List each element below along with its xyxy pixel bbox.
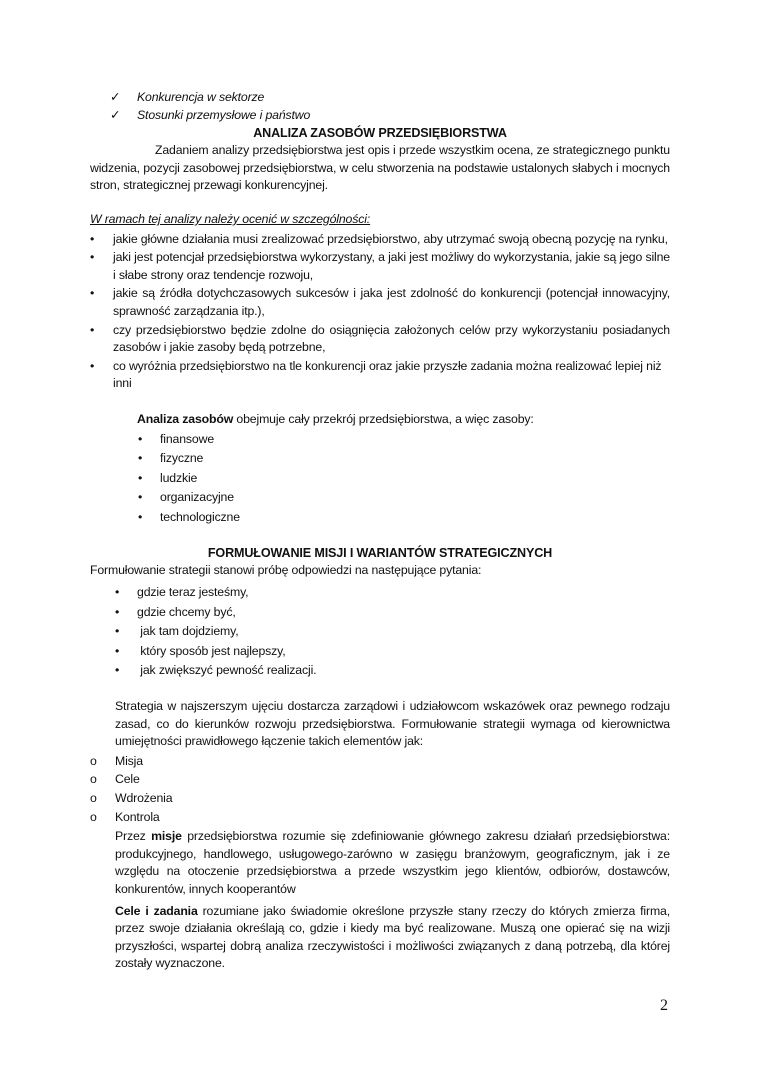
list-item <box>90 470 670 488</box>
list-item <box>90 450 670 468</box>
list-item <box>90 249 670 284</box>
bullet-icon: • <box>115 585 120 600</box>
bullet-icon: • <box>115 604 120 619</box>
bullet-icon: • <box>138 431 143 446</box>
list-item <box>90 753 670 771</box>
list-item-text: jak zwiększyć pewność realizacji. <box>137 663 317 678</box>
bullet-icon: • <box>90 231 95 246</box>
list-item <box>90 358 670 393</box>
list-item <box>90 322 670 357</box>
circle-bullet-icon: o <box>90 809 97 824</box>
text: przedsiębiorstwa rozumie się zdefiniowanie głównego zakresu działań przedsiębiorstwa: produkcyjnego, handlowego, usługowego-zarówno w zasięgu branżowym, geograficznym, jak i ze względu na otoczenie przedsiębiorstwa a przede wszystkim jego klientów, odbiorów, dostawców, konkurentów, innych kooperantów <box>115 829 671 896</box>
list-item-text: gdzie teraz jesteśmy, <box>137 585 249 600</box>
list-item-text: czy przedsiębiorstwo będzie zdolne do osiągnięcia założonych celów przy wykorzystaniu posiadanych zasobów i jakie zasoby będą potrzebne, <box>113 322 670 355</box>
circle-bullet-icon: o <box>90 753 97 768</box>
paragraph <box>90 411 670 429</box>
list-item-text: jakie są źródła dotychczasowych sukcesów i jaka jest zdolność do konkurencji (potencjał innowacyjny, sprawność zarządzania itp.), <box>113 286 670 318</box>
list-item <box>90 623 670 641</box>
paragraph <box>90 903 670 973</box>
bullet-icon: • <box>115 643 120 658</box>
circle-bullet-icon: o <box>90 791 97 805</box>
list-item <box>90 584 670 602</box>
bullet-icon: • <box>138 470 143 485</box>
check-list-item <box>90 89 670 107</box>
paragraph: Formułowanie strategii stanowi próbę odpowiedzi na następujące pytania: <box>90 563 482 578</box>
paragraph <box>90 828 670 898</box>
bullet-icon: • <box>138 451 143 466</box>
section-heading: ANALIZA ZASOBÓW PRZEDSIĘBIORSTWA <box>253 126 507 141</box>
bullet-icon: • <box>115 624 120 639</box>
circle-bullet-icon: o <box>90 772 97 787</box>
list-item-text: technologiczne <box>160 509 240 524</box>
list-item-text: który sposób jest najlepszy, <box>137 643 286 658</box>
bullet-icon: • <box>138 490 143 505</box>
text: obejmuje cały przekrój przedsiębiorstwa, a więc zasoby: <box>233 411 534 426</box>
check-list-item <box>90 107 670 125</box>
list-item-text: Kontrola <box>115 809 160 824</box>
bullet-icon: • <box>90 358 95 373</box>
list-item-text: fizyczne <box>160 451 204 466</box>
bullet-icon: • <box>90 322 95 337</box>
list-item <box>90 431 670 449</box>
list-item <box>90 509 670 527</box>
section-heading: FORMUŁOWANIE MISJI I WARIANTÓW STRATEGICZNYCH <box>207 546 553 561</box>
text: rozumiane jako świadomie określone przyszłe stany rzeczy do których zmierza firma, przez swoje działania określają co, gdzie i kiedy ma być realizowane. Muszą one opierać się na wizji przyszłości, wspartej dobrą analiza rzeczywistości i możliwości związanych z daną potrzebą, dla której zostały wyznaczone. <box>115 903 670 971</box>
bullet-icon: • <box>115 663 120 678</box>
list-item-text: Cele <box>115 772 140 787</box>
list-item <box>90 790 670 808</box>
list-item <box>90 809 670 827</box>
list-item-text: jak tam dojdziemy, <box>137 624 239 639</box>
check-item: Stosunki przemysłowe i państwo <box>137 107 311 122</box>
list-item-text: jakie główne działania musi zrealizować przedsiębiorstwo, aby utrzymać swoją obecną pozycję na rynku, <box>113 231 668 246</box>
bold-term: misje <box>151 829 182 844</box>
list-item <box>90 662 670 680</box>
bullet-icon: • <box>90 250 95 265</box>
list-item <box>90 489 670 507</box>
bullet-icon: • <box>90 286 95 301</box>
page-number: 2 <box>660 997 668 1014</box>
paragraph: Zadaniem analizy przedsiębiorstwa jest opis i przede wszystkim ocena, ze strategicznego punktu widzenia, pozycji zasobowej przedsiębiorstwa, w celu stworzenia na podstawie ustalonych słabych i mocnych stron, strategicznej przewagi konkurencyjnej. <box>90 143 670 193</box>
bold-term: Analiza zasobów <box>137 411 234 426</box>
bullet-icon: • <box>138 509 143 524</box>
paragraph: Strategia w najszerszym ujęciu dostarcza zarządowi i udziałowcom wskazówek oraz pewnego rodzaju zasad, co do kierunków rozwoju przedsiębiorstwa. Formułowanie strategii wymaga od kierownictwa umiejętności prawidłowego łączenie takich elementów jak: <box>115 699 670 749</box>
bold-term: Cele i zadania <box>115 903 198 918</box>
list-item-text: ludzkie <box>160 470 198 485</box>
list-item-text: Wdrożenia <box>115 791 173 805</box>
list-item-text: finansowe <box>160 431 215 446</box>
list-item-text: organizacyjne <box>160 490 234 505</box>
list-item-text: gdzie chcemy być, <box>137 604 236 619</box>
subheading: W ramach tej analizy należy ocenić w szczególności: <box>90 211 371 226</box>
list-item <box>90 231 670 249</box>
list-item-text: Misja <box>115 753 143 768</box>
list-item <box>90 604 670 622</box>
check-icon: ✓ <box>110 107 121 122</box>
text: Przez <box>115 829 152 844</box>
check-item: Konkurencja w sektorze <box>137 90 265 104</box>
check-icon: ✓ <box>110 90 121 104</box>
list-item-text: co wyróżnia przedsiębiorstwo na tle konkurencji oraz jakie przyszłe zadania można realizować lepiej niż inni <box>113 358 662 391</box>
list-item <box>90 771 670 789</box>
list-item <box>90 285 670 320</box>
list-item <box>90 643 670 661</box>
list-item-text: jaki jest potencjał przedsiębiorstwa wykorzystany, a jaki jest możliwy do wykorzystania, jakie są jego silne i słabe strony oraz tendencje rozwoju, <box>113 250 670 282</box>
